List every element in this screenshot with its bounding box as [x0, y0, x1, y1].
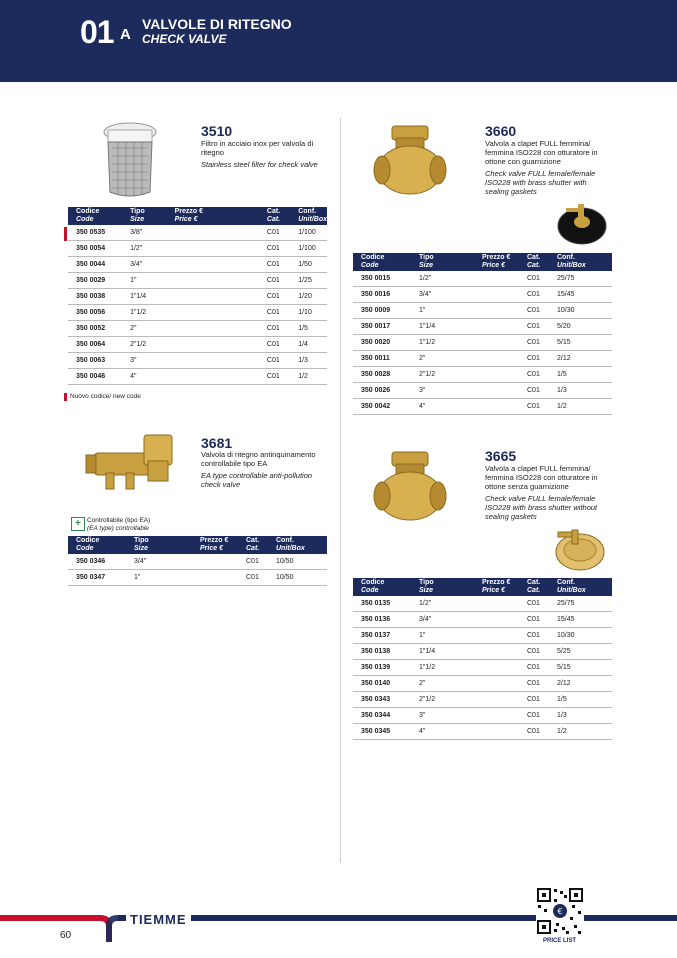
desc-it: Valvola a clapet FULL femmina/ femmina ISO228 con otturatore in ottone senza guarnizione [485, 464, 598, 491]
col-price: Prezzo € Price € [474, 253, 519, 271]
check-valve-3665-image [370, 448, 450, 528]
cell-code: 350 0009 [353, 303, 411, 319]
shutter-brass-image [552, 526, 606, 572]
cell-code: 350 0020 [353, 335, 411, 351]
cell-size: 2"1/2 [122, 337, 166, 353]
cell-box: 10/30 [549, 303, 612, 319]
cell-cat: C01 [519, 708, 549, 724]
product-desc-3665 [485, 464, 610, 521]
cell-size: 3/4" [126, 554, 192, 570]
cell-box: 2/12 [549, 351, 612, 367]
cell-box: 1/10 [290, 305, 327, 321]
cell-price [167, 289, 259, 305]
cell-price [474, 383, 519, 399]
table-row [68, 369, 327, 385]
product-title-3510: 3510 [201, 123, 233, 139]
cell-code: 350 0343 [353, 692, 411, 708]
qr-code-icon[interactable] [536, 887, 584, 935]
table-row [353, 335, 612, 351]
cell-cat: C01 [519, 335, 549, 351]
cell-box: 25/75 [549, 271, 612, 287]
cell-price [474, 676, 519, 692]
desc-en: Stainless steel filter for check valve [201, 160, 318, 169]
table-row [353, 676, 612, 692]
cell-price [474, 303, 519, 319]
cell-code: 350 0064 [68, 337, 122, 353]
table-row [353, 271, 612, 287]
cell-cat: C01 [519, 676, 549, 692]
col-size: Tipo Size [126, 536, 192, 554]
table-row [353, 660, 612, 676]
cell-size: 1"1/4 [122, 289, 166, 305]
cell-cat: C01 [238, 570, 268, 586]
cell-box: 1/25 [290, 273, 327, 289]
brand-logo: TIEMME [126, 912, 191, 927]
table-row [353, 596, 612, 612]
cell-size: 1/2" [411, 271, 474, 287]
check-valve-3660-image [370, 122, 450, 202]
cell-box: 1/100 [290, 225, 327, 241]
cell-code: 350 0017 [353, 319, 411, 335]
cell-cat: C01 [259, 289, 290, 305]
cell-code: 350 0015 [353, 271, 411, 287]
cell-price [474, 319, 519, 335]
cell-size: 3" [411, 383, 474, 399]
cell-price [167, 321, 259, 337]
col-box: Conf. Unit/Box [549, 253, 612, 271]
desc-it: Valvola di ritegno antinquinamento controllabile tipo EA [201, 450, 316, 468]
table-header [68, 207, 327, 225]
cell-size: 1/2" [411, 596, 474, 612]
cell-box: 1/50 [290, 257, 327, 273]
cell-box: 5/20 [549, 319, 612, 335]
cell-size: 2"1/2 [411, 367, 474, 383]
table-row [68, 554, 327, 570]
col-price: Prezzo € Price € [474, 578, 519, 596]
cell-price [474, 335, 519, 351]
table-3660 [353, 253, 612, 415]
cell-box: 1/100 [290, 241, 327, 257]
cell-cat: C01 [259, 241, 290, 257]
col-cat: Cat. Cat. [519, 578, 549, 596]
cell-box: 5/25 [549, 644, 612, 660]
cell-box: 1/5 [549, 692, 612, 708]
product-title-3681: 3681 [201, 435, 233, 451]
cell-box: 1/2 [549, 399, 612, 415]
cell-cat: C01 [519, 271, 549, 287]
cell-cat: C01 [519, 351, 549, 367]
page-number: 60 [60, 930, 72, 941]
controllable-text: Controllabile (tipo EA) (EA type) controllable [87, 517, 151, 532]
shutter-with-gasket-image [556, 200, 608, 246]
cell-price [167, 241, 259, 257]
section-title-it: VALVOLE DI RITEGNO [142, 16, 292, 32]
cell-size: 1" [411, 628, 474, 644]
cell-size: 1" [411, 303, 474, 319]
cell-box: 10/30 [549, 628, 612, 644]
cell-price [474, 708, 519, 724]
cell-box: 1/3 [549, 708, 612, 724]
cell-code: 350 0016 [353, 287, 411, 303]
desc-it: Filtro in acciaio inox per valvola di ritegno [201, 139, 314, 157]
cell-box: 5/15 [549, 660, 612, 676]
col-price: Prezzo € Price € [167, 207, 259, 225]
svg-text:€: € [557, 907, 563, 916]
table-row [353, 708, 612, 724]
cell-cat: C01 [519, 596, 549, 612]
section-number: 01 [80, 14, 114, 50]
price-list-label: PRICE LIST [543, 938, 577, 944]
cell-price [474, 399, 519, 415]
col-box: Conf. Unit/Box [290, 207, 327, 225]
col-code: Codice Code [68, 207, 122, 225]
table-row [353, 628, 612, 644]
table-row [353, 612, 612, 628]
cell-code: 350 0044 [68, 257, 122, 273]
table-row [68, 289, 327, 305]
rows [68, 554, 327, 586]
cell-size: 2" [122, 321, 166, 337]
cell-code: 350 0139 [353, 660, 411, 676]
table-row [353, 367, 612, 383]
cell-size: 1"1/4 [411, 319, 474, 335]
product-desc-3660 [485, 139, 610, 196]
cell-cat: C01 [519, 628, 549, 644]
desc-it: Valvola a clapet FULL femmina/ femmina ISO228 con otturatore in ottone con guarnizione [485, 139, 598, 166]
cell-cat: C01 [259, 305, 290, 321]
cell-code: 350 0138 [353, 644, 411, 660]
cell-price [474, 692, 519, 708]
cell-size: 1"1/4 [411, 644, 474, 660]
cell-box: 15/45 [549, 287, 612, 303]
cell-price [474, 596, 519, 612]
col-size: Tipo Size [411, 578, 474, 596]
cell-code: 350 0028 [353, 367, 411, 383]
cell-cat: C01 [259, 337, 290, 353]
cell-box: 10/50 [268, 570, 327, 586]
col-code: Codice Code [353, 253, 411, 271]
table-3665 [353, 578, 612, 740]
new-code-marker [64, 227, 67, 241]
cell-price [474, 724, 519, 740]
table-row [68, 305, 327, 321]
cell-cat: C01 [519, 692, 549, 708]
cell-size: 4" [411, 399, 474, 415]
table-row [68, 273, 327, 289]
cell-code: 350 0038 [68, 289, 122, 305]
rows [68, 225, 327, 385]
cell-size: 1"1/2 [122, 305, 166, 321]
rows [353, 596, 612, 740]
table-row [68, 225, 327, 241]
cell-size: 3" [411, 708, 474, 724]
product-desc-3510 [201, 139, 321, 169]
table-row [353, 399, 612, 415]
cell-price [167, 273, 259, 289]
cell-code: 350 0136 [353, 612, 411, 628]
cell-size: 2" [411, 676, 474, 692]
cell-size: 2"1/2 [411, 692, 474, 708]
cell-cat: C01 [259, 369, 290, 385]
cell-code: 350 0535 [68, 225, 122, 241]
cell-size: 1" [126, 570, 192, 586]
table-row [353, 319, 612, 335]
cell-code: 350 0042 [353, 399, 411, 415]
col-size: Tipo Size [122, 207, 166, 225]
table-row [68, 257, 327, 273]
cell-box: 1/20 [290, 289, 327, 305]
new-code-legend-marker [64, 393, 67, 401]
cell-cat: C01 [519, 644, 549, 660]
table-row [353, 287, 612, 303]
cell-cat: C01 [259, 273, 290, 289]
cell-cat: C01 [238, 554, 268, 570]
table-row [353, 351, 612, 367]
cell-price [192, 570, 238, 586]
cell-box: 1/2 [290, 369, 327, 385]
cell-box: 1/2 [549, 724, 612, 740]
new-code-note: Nuovo codice/ new code [70, 393, 141, 400]
cell-cat: C01 [259, 257, 290, 273]
cell-cat: C01 [519, 287, 549, 303]
cell-code: 350 0026 [353, 383, 411, 399]
cell-price [167, 337, 259, 353]
cell-size: 3" [122, 353, 166, 369]
table-row [68, 241, 327, 257]
section-title-en: CHECK VALVE [142, 32, 227, 46]
cell-size: 4" [411, 724, 474, 740]
section-letter: A [120, 26, 131, 43]
cell-size: 1"1/2 [411, 335, 474, 351]
cell-code: 350 0052 [68, 321, 122, 337]
table-row [68, 570, 327, 586]
cell-code: 350 0029 [68, 273, 122, 289]
cell-code: 350 0135 [353, 596, 411, 612]
cell-box: 5/15 [549, 335, 612, 351]
table-row [68, 337, 327, 353]
cell-code: 350 0056 [68, 305, 122, 321]
cell-cat: C01 [519, 383, 549, 399]
cell-size: 4" [122, 369, 166, 385]
cell-price [474, 660, 519, 676]
plus-icon: + [71, 517, 85, 531]
table-row [353, 644, 612, 660]
cell-size: 1/2" [122, 241, 166, 257]
cell-size: 2" [411, 351, 474, 367]
cell-cat: C01 [259, 225, 290, 241]
cell-code: 350 0345 [353, 724, 411, 740]
cell-box: 10/50 [268, 554, 327, 570]
cell-box: 25/75 [549, 596, 612, 612]
table-row [68, 353, 327, 369]
table-3510 [68, 207, 327, 385]
cell-box: 1/5 [290, 321, 327, 337]
cell-box: 2/12 [549, 676, 612, 692]
cell-code: 350 0137 [353, 628, 411, 644]
cell-price [474, 287, 519, 303]
col-box: Conf. Unit/Box [268, 536, 327, 554]
cell-code: 350 0063 [68, 353, 122, 369]
cell-size: 3/8" [122, 225, 166, 241]
cell-price [474, 351, 519, 367]
table-row [353, 692, 612, 708]
cell-code: 350 0140 [353, 676, 411, 692]
col-code: Codice Code [353, 578, 411, 596]
desc-en: Check valve FULL female/female ISO228 with brass shutter without sealing gaskets [485, 494, 598, 521]
desc-en: Check valve FULL female/female ISO228 with brass shutter with sealing gaskets [485, 169, 596, 196]
rows [353, 271, 612, 415]
table-header [353, 253, 612, 271]
product-title-3665: 3665 [485, 448, 517, 464]
page-header [0, 0, 677, 82]
product-desc-3681 [201, 450, 321, 489]
cell-cat: C01 [259, 353, 290, 369]
cell-size: 3/4" [411, 612, 474, 628]
cell-box: 1/5 [549, 367, 612, 383]
cell-cat: C01 [519, 724, 549, 740]
table-row [353, 303, 612, 319]
cell-cat: C01 [519, 367, 549, 383]
cell-box: 1/3 [290, 353, 327, 369]
table-row [353, 724, 612, 740]
cell-price [474, 612, 519, 628]
cell-cat: C01 [519, 612, 549, 628]
col-price: Prezzo € Price € [192, 536, 238, 554]
table-row [68, 321, 327, 337]
desc-en: EA type controllable anti-pollution check valve [201, 471, 313, 489]
cell-size: 3/4" [122, 257, 166, 273]
cell-code: 350 0347 [68, 570, 126, 586]
cell-code: 350 0054 [68, 241, 122, 257]
ea-valve-image [84, 433, 184, 513]
cell-cat: C01 [519, 660, 549, 676]
cell-code: 350 0344 [353, 708, 411, 724]
col-box: Conf. Unit/Box [549, 578, 612, 596]
cell-price [474, 628, 519, 644]
cell-cat: C01 [519, 303, 549, 319]
cell-price [474, 367, 519, 383]
cell-box: 1/3 [549, 383, 612, 399]
col-cat: Cat. Cat. [238, 536, 268, 554]
cell-box: 15/45 [549, 612, 612, 628]
cell-box: 1/4 [290, 337, 327, 353]
cell-code: 350 0346 [68, 554, 126, 570]
cell-price [167, 353, 259, 369]
cell-size: 1"1/2 [411, 660, 474, 676]
cell-price [192, 554, 238, 570]
cell-cat: C01 [259, 321, 290, 337]
cell-cat: C01 [519, 399, 549, 415]
table-row [353, 383, 612, 399]
col-cat: Cat. Cat. [519, 253, 549, 271]
cell-price [474, 271, 519, 287]
cell-price [167, 369, 259, 385]
cell-price [167, 225, 259, 241]
table-3681 [68, 536, 327, 586]
col-size: Tipo Size [411, 253, 474, 271]
cell-size: 3/4" [411, 287, 474, 303]
cell-price [474, 644, 519, 660]
cell-cat: C01 [519, 319, 549, 335]
cell-code: 350 0011 [353, 351, 411, 367]
column-divider [340, 118, 341, 863]
filter-image [100, 120, 160, 200]
col-code: Codice Code [68, 536, 126, 554]
cell-price [167, 257, 259, 273]
cell-code: 350 0046 [68, 369, 122, 385]
product-title-3660: 3660 [485, 123, 517, 139]
col-cat: Cat. Cat. [259, 207, 290, 225]
table-header [68, 536, 327, 554]
cell-price [167, 305, 259, 321]
cell-size: 1" [122, 273, 166, 289]
table-header [353, 578, 612, 596]
